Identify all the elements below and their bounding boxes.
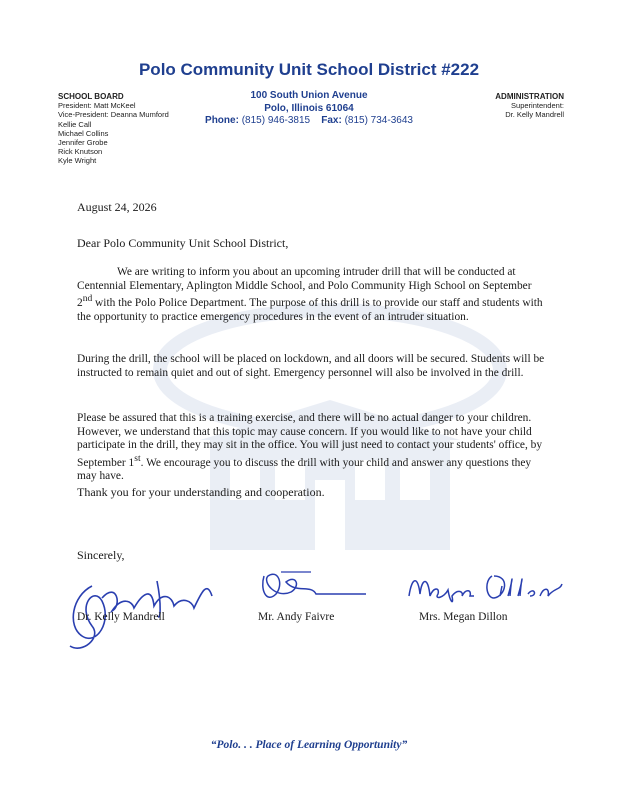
school-board-heading: SCHOOL BOARD <box>58 92 124 101</box>
signature-andy-faivre <box>256 564 376 614</box>
signature-megan-dillon <box>404 566 569 611</box>
letter-salutation: Dear Polo Community Unit School District, <box>77 236 289 250</box>
board-member: President: Matt McKeel <box>58 101 136 111</box>
fax-label: Fax: <box>321 115 342 126</box>
letter-paragraph-1: We are writing to inform you about an upcoming intruder drill that will be conducted at Centennial Elementary, Aplington Middle School, and Polo Community High School on September 2nd with the Polo Police Department. The purpose of this drill is to provide our staff and students with the opportunity to practice emergency procedures in the event of an intruder situation. <box>77 266 543 323</box>
fax-number: (815) 734-3643 <box>344 115 413 126</box>
signer-name-2: Mr. Andy Faivre <box>258 611 335 623</box>
board-member: Michael Collins <box>58 128 109 138</box>
contact-line <box>180 115 438 128</box>
letter-paragraph-3: Please be assured that this is a training exercise, and there will be no actual danger to your children. However, we understand that this topic may cause concern. If you would like to not have your child participate in the drill, they may sit in the office. You will just need to contact your students' office, by September 1st. We encourage you to discuss the drill with your child and answer any questions they may have. <box>77 412 543 483</box>
phone-number: (815) 946-3815 <box>241 115 311 126</box>
admin-role: Superintendent: <box>511 101 564 111</box>
address-street: 100 South Union Avenue <box>250 90 368 101</box>
district-motto: “Polo. . . Place of Learning Opportunity” <box>210 739 408 751</box>
administration-heading: ADMINISTRATION <box>495 92 564 101</box>
admin-name: Dr. Kelly Mandrell <box>505 110 564 120</box>
letter-paragraph-2: During the drill, the school will be placed on lockdown, and all doors will be secured. Students will be instructed to remain quiet and out of sight. Emergency personnel will also be involved in the drill. <box>77 353 545 379</box>
letter-paragraph-4: Thank you for your understanding and cooperation. <box>77 485 325 499</box>
district-title: Polo Community Unit School District #222 <box>138 60 480 79</box>
board-member: Jennifer Grobe <box>58 138 108 148</box>
board-member: Vice-President: Deanna Mumford <box>58 110 169 120</box>
address-city: Polo, Illinois 61064 <box>264 102 354 114</box>
administration-block <box>470 92 564 120</box>
board-member: Kyle Wright <box>58 156 97 166</box>
letter-date: August 24, 2026 <box>77 200 157 214</box>
board-member: Kellie Call <box>58 119 92 129</box>
board-member: Rick Knutson <box>58 147 103 157</box>
phone-label: Phone: <box>205 115 239 126</box>
signer-name-1: Dr. Kelly Mandrell <box>77 611 165 623</box>
letter-closing: Sincerely, <box>77 548 125 562</box>
signer-name-3: Mrs. Megan Dillon <box>419 611 508 623</box>
district-address <box>180 90 438 128</box>
